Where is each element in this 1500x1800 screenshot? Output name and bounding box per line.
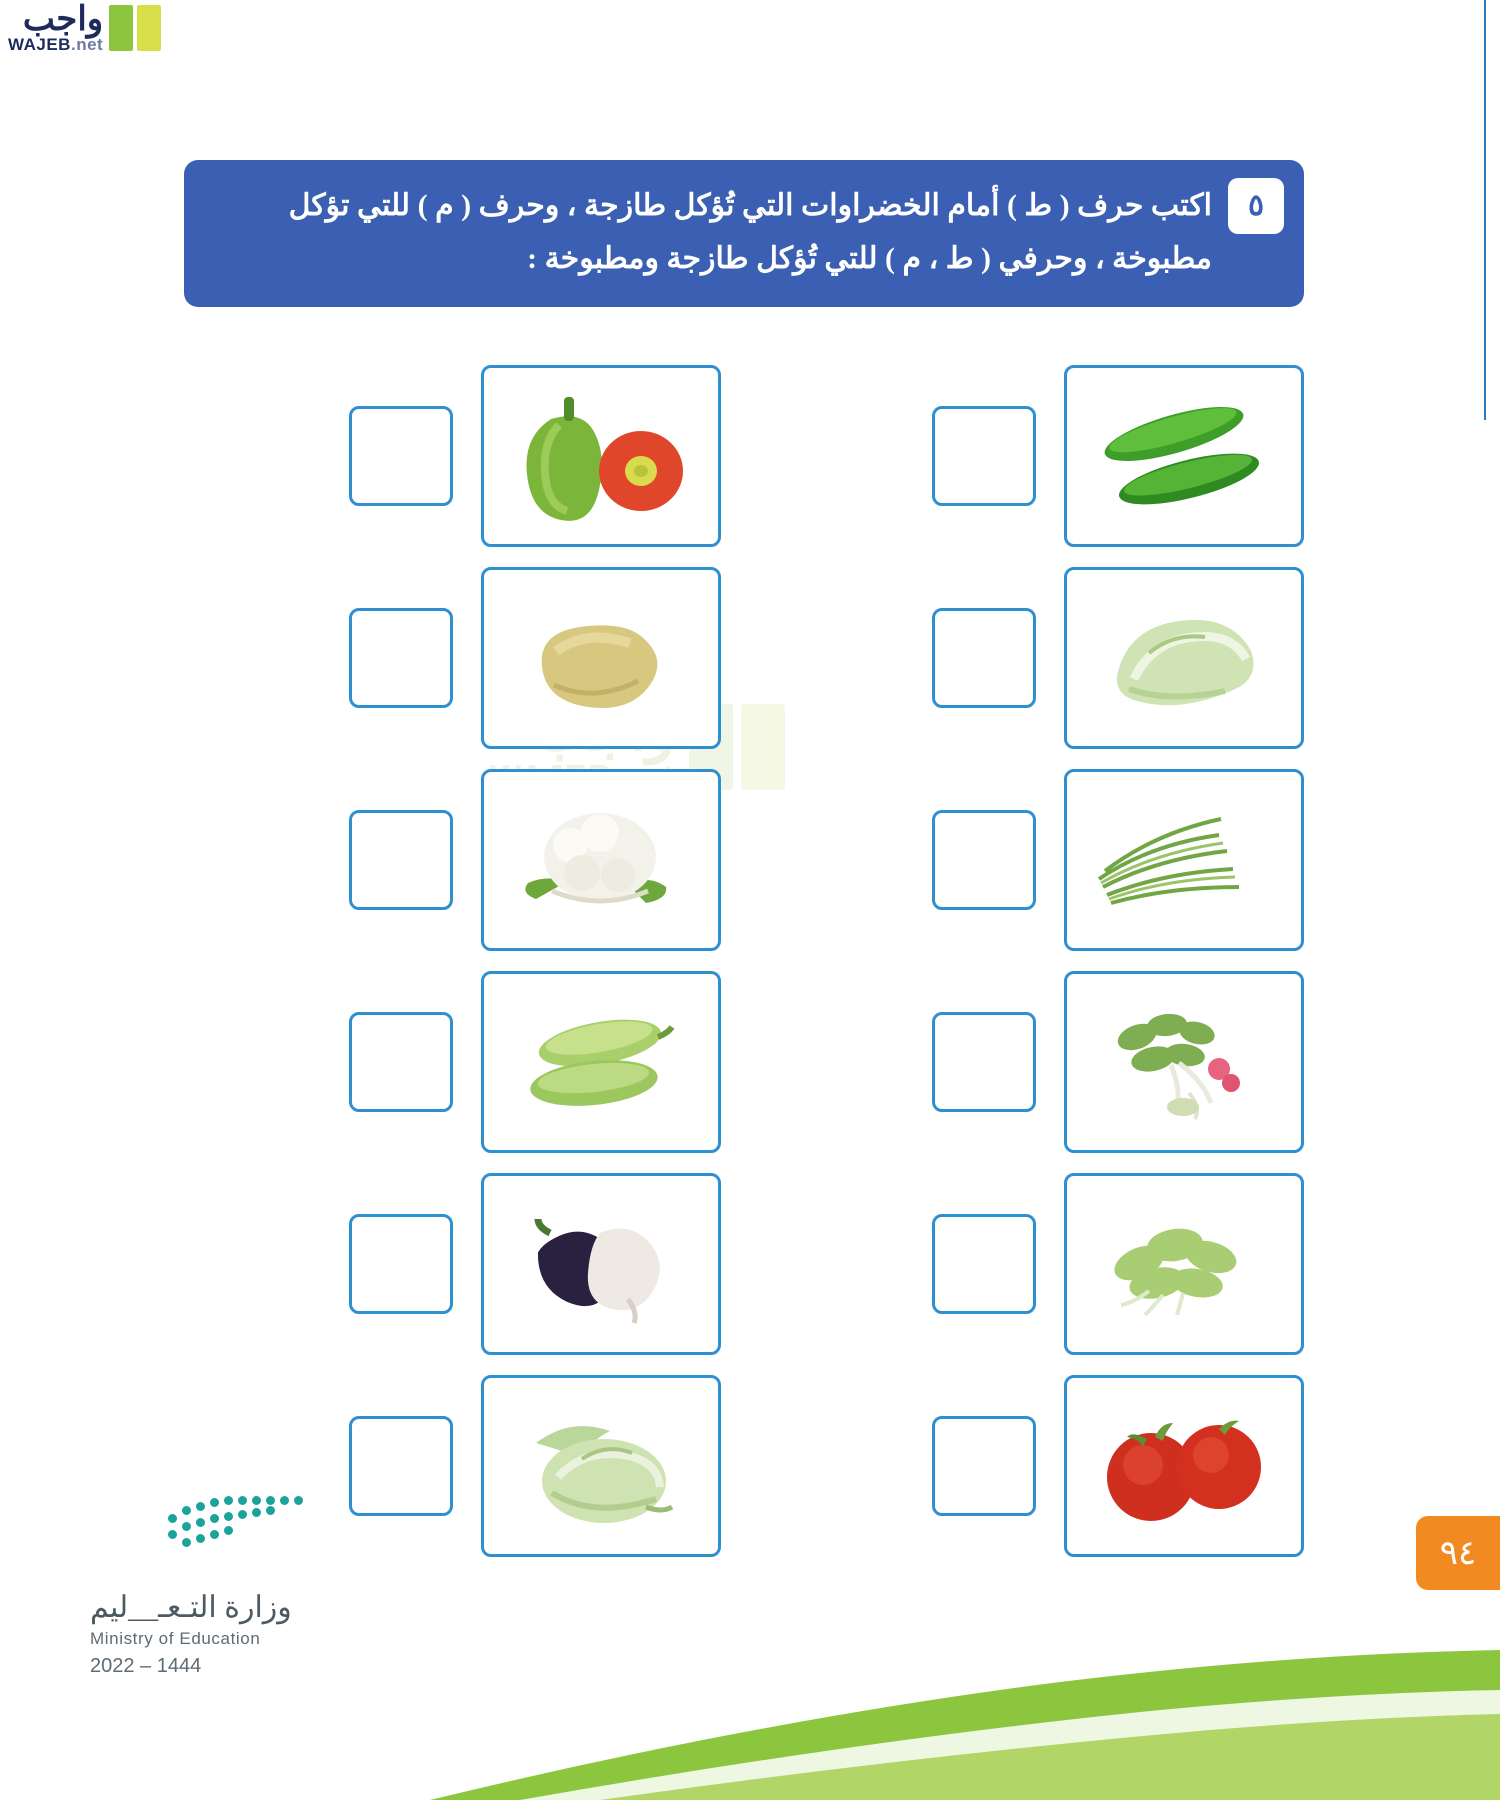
answer-box-pepper-tomato[interactable] [349, 406, 453, 506]
eggplant-image [481, 1173, 721, 1355]
answer-box-arugula[interactable] [932, 1214, 1036, 1314]
site-logo [8, 2, 161, 53]
page-edge-rule [1484, 0, 1486, 420]
item-cauliflower [186, 769, 721, 951]
book-icon [109, 5, 161, 51]
exercise-number: ٥ [1228, 178, 1284, 234]
ministry-name-english: Ministry of Education [90, 1629, 261, 1648]
edition-year: 2022 – 1444 [90, 1655, 202, 1677]
potato-image [481, 567, 721, 749]
item-potato [186, 567, 721, 749]
answer-box-cabbage[interactable] [349, 1416, 453, 1516]
vegetables-grid [186, 365, 1304, 1557]
zucchini-image [481, 971, 721, 1153]
answer-box-zucchini[interactable] [349, 1012, 453, 1112]
answer-box-lettuce[interactable] [932, 608, 1036, 708]
item-tomatoes [769, 1375, 1304, 1557]
answer-box-green-beans[interactable] [932, 810, 1036, 910]
site-logo-arabic: واجب [22, 0, 104, 38]
answer-box-cucumbers[interactable] [932, 406, 1036, 506]
item-lettuce [769, 567, 1304, 749]
item-radish [769, 971, 1304, 1153]
ministry-name-arabic: وزارة التـعـ__ليم [90, 1591, 292, 1624]
cucumbers-image [1064, 365, 1304, 547]
page-number: ٩٤ [1416, 1516, 1500, 1590]
exercise-instruction-banner [184, 160, 1304, 307]
site-logo-english: WAJEB.net [8, 35, 104, 54]
exercise-instruction-text: اكتب حرف ( ط ) أمام الخضراوات التي تُؤكل طازجة ، وحرف ( م ) للتي تؤكل مطبوخة ، وحرفي ( ط ، م ) للتي تُؤكل طازجة ومطبوخة : [288, 189, 1212, 275]
green-beans-image [1064, 769, 1304, 951]
cabbage-image [481, 1375, 721, 1557]
bell-pepper-tomato-image [481, 365, 721, 547]
footer-decoration [0, 1590, 1500, 1800]
answer-box-potato[interactable] [349, 608, 453, 708]
item-arugula [769, 1173, 1304, 1355]
answer-box-radish[interactable] [932, 1012, 1036, 1112]
item-eggplant [186, 1173, 721, 1355]
answer-box-tomatoes[interactable] [932, 1416, 1036, 1516]
answer-box-cauliflower[interactable] [349, 810, 453, 910]
item-pepper-tomato [186, 365, 721, 547]
item-zucchini [186, 971, 721, 1153]
radish-image [1064, 971, 1304, 1153]
item-green-beans [769, 769, 1304, 951]
tomatoes-image [1064, 1375, 1304, 1557]
cauliflower-image [481, 769, 721, 951]
arugula-image [1064, 1173, 1304, 1355]
item-cucumbers [769, 365, 1304, 547]
lettuce-image [1064, 567, 1304, 749]
answer-box-eggplant[interactable] [349, 1214, 453, 1314]
decorative-dots [168, 1496, 318, 1556]
